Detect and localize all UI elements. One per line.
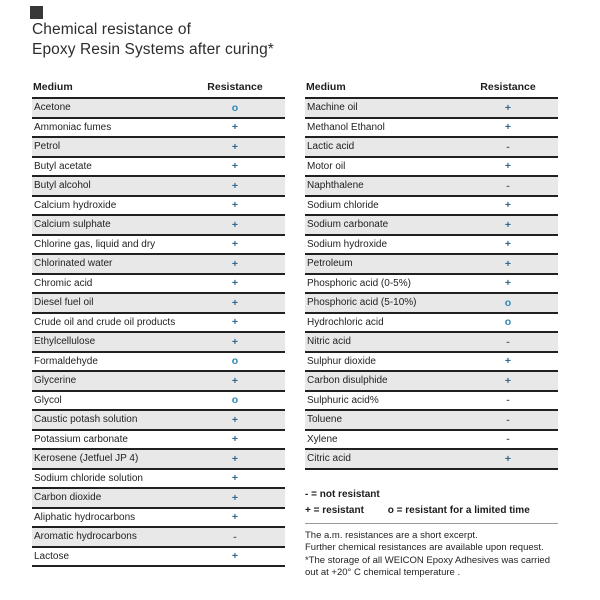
resistance-value: + xyxy=(504,277,512,290)
medium-cell: Caustic potash solution xyxy=(34,414,138,426)
resistance-value: + xyxy=(504,160,512,173)
table-row xyxy=(305,411,558,431)
resistance-value: + xyxy=(231,277,239,290)
legend-line2 xyxy=(305,503,558,519)
medium-cell: Petroleum xyxy=(307,258,353,270)
medium-cell: Carbon disulphide xyxy=(307,375,388,387)
table-row xyxy=(305,372,558,392)
footnotes xyxy=(305,523,558,580)
table-row xyxy=(32,392,285,412)
table-row xyxy=(32,528,285,548)
resistance-value: + xyxy=(231,511,239,524)
legend-not-resistant: - = not resistant xyxy=(305,488,380,500)
resistance-value: + xyxy=(231,179,239,192)
medium-cell: Butyl acetate xyxy=(34,160,92,172)
table-row xyxy=(305,158,558,178)
footnote-line: The a.m. resistances are a short excerpt. xyxy=(305,529,478,541)
resistance-value: + xyxy=(231,316,239,329)
medium-cell: Hydrochloric acid xyxy=(307,316,384,328)
table-row xyxy=(305,138,558,158)
resistance-value: + xyxy=(504,218,512,231)
medium-cell: Chromic acid xyxy=(34,277,93,289)
resistance-value: - xyxy=(506,335,510,348)
footnote-line: *The storage of all WEICON Epoxy Adhesives was carried xyxy=(305,554,550,566)
resistance-value: + xyxy=(231,413,239,426)
table-row xyxy=(32,314,285,334)
right-table-header xyxy=(305,76,558,97)
page-title xyxy=(32,20,274,60)
table-row xyxy=(32,333,285,353)
resistance-column-header: Resistance xyxy=(480,80,536,93)
table-row xyxy=(305,177,558,197)
medium-cell: Nitric acid xyxy=(307,336,351,348)
resistance-column-header: Resistance xyxy=(207,80,263,93)
right-table xyxy=(305,76,558,580)
medium-cell: Calcium sulphate xyxy=(34,219,111,231)
resistance-value: - xyxy=(506,394,510,407)
resistance-value: o xyxy=(231,355,239,368)
medium-cell: Naphthalene xyxy=(307,180,364,192)
table-row xyxy=(305,333,558,353)
table-row xyxy=(32,158,285,178)
table-row xyxy=(305,314,558,334)
medium-cell: Sulphur dioxide xyxy=(307,355,376,367)
left-table-header xyxy=(32,76,285,97)
medium-cell: Methanol Ethanol xyxy=(307,121,385,133)
medium-cell: Carbon dioxide xyxy=(34,492,102,504)
medium-cell: Glycerine xyxy=(34,375,77,387)
resistance-value: + xyxy=(504,238,512,251)
resistance-value: - xyxy=(506,140,510,153)
table-row xyxy=(305,236,558,256)
legend xyxy=(305,487,558,519)
footnote-line: Further chemical resistances are available upon request. xyxy=(305,542,544,553)
resistance-value: + xyxy=(231,452,239,465)
table-row xyxy=(32,353,285,373)
resistance-value: - xyxy=(506,433,510,446)
medium-cell: Toluene xyxy=(307,414,343,426)
resistance-value: + xyxy=(231,199,239,212)
left-table-body xyxy=(32,97,285,567)
resistance-value: + xyxy=(231,238,239,251)
medium-cell: Petrol xyxy=(34,141,61,153)
resistance-value: o xyxy=(231,394,239,407)
right-table-body xyxy=(305,97,558,470)
medium-cell: Acetone xyxy=(34,102,71,114)
medium-cell: Ammoniac fumes xyxy=(34,121,112,133)
footnote-line: out at +20° C chemical temperature . xyxy=(305,567,461,578)
resistance-value: - xyxy=(506,413,510,426)
table-row xyxy=(32,275,285,295)
table-row xyxy=(32,509,285,529)
table-row xyxy=(32,450,285,470)
table-row xyxy=(305,216,558,236)
resistance-value: + xyxy=(504,374,512,387)
medium-cell: Xylene xyxy=(307,433,338,445)
resistance-value: - xyxy=(233,530,237,543)
resistance-value: + xyxy=(231,335,239,348)
brand-square-icon xyxy=(30,6,43,19)
medium-cell: Aromatic hydrocarbons xyxy=(34,531,137,543)
medium-cell: Ethylcellulose xyxy=(34,336,96,348)
resistance-value: + xyxy=(231,296,239,309)
table-row xyxy=(305,255,558,275)
resistance-value: + xyxy=(504,121,512,134)
resistance-value: + xyxy=(231,433,239,446)
table-row xyxy=(32,177,285,197)
resistance-value: + xyxy=(231,472,239,485)
legend-limited-time: o = resistant for a limited time xyxy=(387,504,530,516)
resistance-value: + xyxy=(231,550,239,563)
medium-cell: Formaldehyde xyxy=(34,355,98,367)
medium-cell: Sodium hydroxide xyxy=(307,238,388,250)
medium-cell: Chlorinated water xyxy=(34,258,113,270)
medium-cell: Motor oil xyxy=(307,160,346,172)
table-row xyxy=(32,372,285,392)
table-row xyxy=(32,216,285,236)
table-row xyxy=(32,411,285,431)
medium-cell: Calcium hydroxide xyxy=(34,199,117,211)
table-row xyxy=(305,294,558,314)
medium-cell: Citric acid xyxy=(307,453,351,465)
table-row xyxy=(305,450,558,470)
medium-cell: Aliphatic hydrocarbons xyxy=(34,511,136,523)
medium-cell: Sodium carbonate xyxy=(307,219,389,231)
resistance-value: + xyxy=(231,491,239,504)
table-row xyxy=(305,431,558,451)
resistance-value: + xyxy=(231,140,239,153)
resistance-value: + xyxy=(231,374,239,387)
medium-cell: Kerosene (Jetfuel JP 4) xyxy=(34,453,139,465)
legend-resistant: + = resistant xyxy=(305,504,364,516)
table-row xyxy=(32,99,285,119)
table-row xyxy=(305,353,558,373)
medium-cell: Lactose xyxy=(34,550,70,562)
table-row xyxy=(32,431,285,451)
resistance-value: - xyxy=(506,179,510,192)
medium-cell: Diesel fuel oil xyxy=(34,297,94,309)
left-table xyxy=(32,76,285,580)
resistance-value: + xyxy=(231,121,239,134)
medium-cell: Sulphuric acid% xyxy=(307,394,379,406)
table-row xyxy=(32,470,285,490)
medium-cell: Glycol xyxy=(34,394,62,406)
resistance-value: + xyxy=(231,218,239,231)
resistance-value: + xyxy=(231,160,239,173)
resistance-value: o xyxy=(504,316,512,329)
medium-column-header: Medium xyxy=(306,80,346,93)
medium-cell: Butyl alcohol xyxy=(34,180,91,192)
table-row xyxy=(32,489,285,509)
resistance-value: o xyxy=(231,101,239,114)
table-row xyxy=(305,99,558,119)
table-row xyxy=(32,236,285,256)
table-row xyxy=(32,197,285,217)
page-title-line1: Chemical resistance of xyxy=(32,21,191,38)
medium-cell: Sodium chloride xyxy=(307,199,379,211)
table-row xyxy=(32,294,285,314)
resistance-value: + xyxy=(504,355,512,368)
table-row xyxy=(305,197,558,217)
resistance-value: + xyxy=(504,257,512,270)
table-row xyxy=(32,119,285,139)
table-row xyxy=(32,255,285,275)
medium-cell: Machine oil xyxy=(307,102,358,114)
medium-cell: Sodium chloride solution xyxy=(34,472,143,484)
table-row xyxy=(305,275,558,295)
resistance-value: + xyxy=(504,101,512,114)
resistance-value: o xyxy=(504,296,512,309)
resistance-tables xyxy=(32,76,558,580)
table-row xyxy=(305,392,558,412)
medium-cell: Lactic acid xyxy=(307,141,355,153)
resistance-value: + xyxy=(504,199,512,212)
medium-cell: Phosphoric acid (5-10%) xyxy=(307,297,417,309)
resistance-value: + xyxy=(504,452,512,465)
table-row xyxy=(32,138,285,158)
resistance-value: + xyxy=(231,257,239,270)
page-title-line2: Epoxy Resin Systems after curing* xyxy=(32,41,274,58)
table-row xyxy=(32,548,285,568)
table-row xyxy=(305,119,558,139)
medium-cell: Potassium carbonate xyxy=(34,433,128,445)
medium-column-header: Medium xyxy=(33,80,73,93)
medium-cell: Chlorine gas, liquid and dry xyxy=(34,238,156,250)
medium-cell: Crude oil and crude oil products xyxy=(34,316,176,328)
medium-cell: Phosphoric acid (0-5%) xyxy=(307,277,411,289)
